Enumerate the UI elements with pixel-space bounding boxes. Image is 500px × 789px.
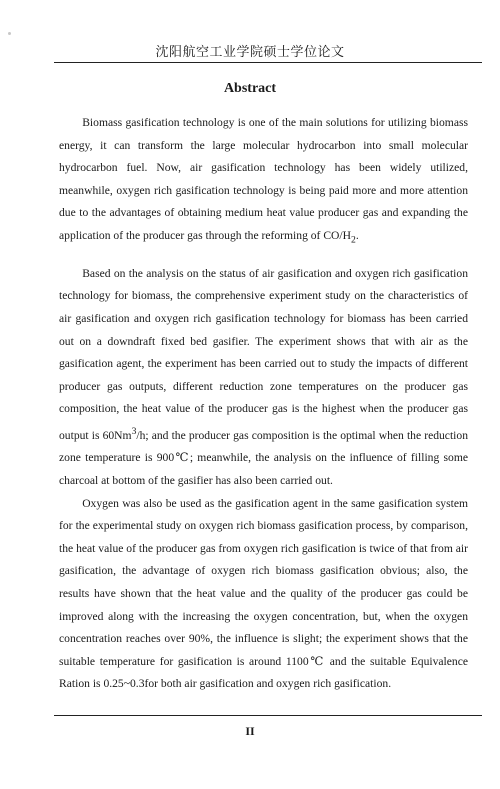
- running-header: 沈阳航空工业学院硕士学位论文: [155, 45, 345, 60]
- footer-rule: [54, 715, 482, 716]
- paragraph-1-text: Biomass gasification technology is one of the main solutions for utilizing biomass energy, it can transform the large molecular hydrocarbon into small molecular hydrocarbon fuel. Now, air gasification technology has been widely utilized, meanwhile, oxygen rich gasification technology is being paid more and more attention due to the advantages of obtaining medium heat value producer gas and expanding the application of the producer gas through the reforming of CO/H: [59, 116, 468, 242]
- abstract-body: [59, 112, 468, 696]
- paragraph-2-text-b: /h; and the producer gas composition is the optimal when the reduction zone temperature is 900℃; meanwhile, the analysis on the influence of filling some charcoal at bottom of the gasifier has also been carried out.: [59, 428, 468, 488]
- subscript-2: 2: [351, 234, 356, 246]
- abstract-paragraph-3: [59, 493, 468, 696]
- header-rule: [54, 62, 482, 63]
- page-number: II: [245, 724, 255, 738]
- superscript-3: 3: [131, 426, 137, 438]
- abstract-paragraph-1: [59, 112, 468, 252]
- paragraph-2-text-a: Based on the analysis on the status of air gasification and oxygen rich gasification technology for biomass, the comprehensive experiment study on the characteristics of air gasification and oxygen rich gasification technology for biomass has been carried out on a downdraft fixed bed gasifier. The experiment shows that with air as the gasification agent, the experiment has been carried out to study the impacts of different producer gas outputs, different reduction zone temperatures on the producer gas composition, the heat value of the producer gas is the highest when the producer gas output is 60Nm: [59, 266, 468, 442]
- abstract-title: Abstract: [223, 81, 277, 96]
- scan-speck: [8, 32, 11, 35]
- paragraph-3-text: Oxygen was also be used as the gasification agent in the same gasification system for the experimental study on oxygen rich biomass gasification process, by comparison, the heat value of the producer gas from oxygen rich gasification is twice of that from air gasification, the advantage of oxygen rich biomass gasification obvious; also, the results have shown that the heat value and the quality of the producer gas could be improved along with the increasing the oxygen concentration, but, when the oxygen concentration reaches over 90%, the influence is slight; the experiment shows that the suitable temperature for gasification is around 1100℃ and the suitable Equivalence Ration is 0.25~0.3for both air gasification and oxygen rich gasification.: [59, 496, 468, 691]
- abstract-paragraph-2: [59, 263, 468, 493]
- paragraph-1-end: .: [355, 228, 359, 242]
